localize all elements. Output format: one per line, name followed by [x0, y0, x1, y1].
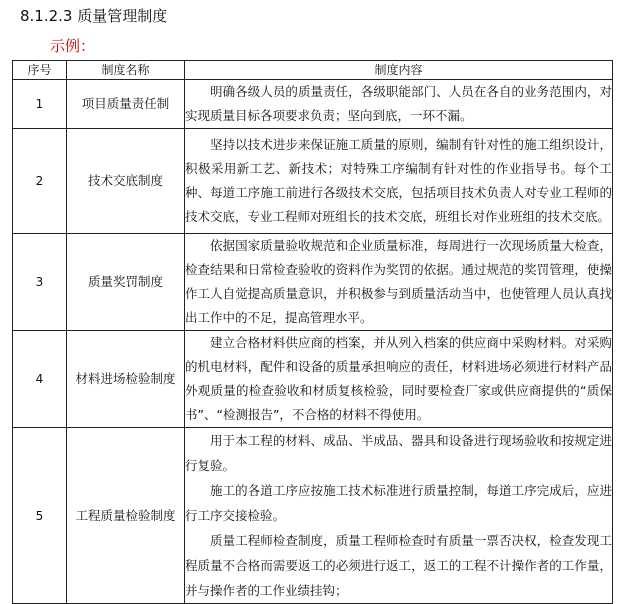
row-number: 3 — [13, 234, 67, 331]
example-label: 示例： — [50, 37, 96, 55]
content-paragraph: 明确各级人员的质量责任，各级职能部门、人员在各自的业务范围内，对实现质量目标各项要求负责；坚向到底，一环不漏。 — [185, 84, 612, 123]
row-number: 1 — [13, 80, 67, 129]
row-number: 2 — [13, 129, 67, 234]
section-heading: 8.1.2.3 质量管理制度 — [20, 7, 168, 25]
header-name: 制度名称 — [67, 61, 185, 80]
table-row — [13, 129, 613, 234]
content-paragraph: 用于本工程的材料、成品、半成品、器具和设备进行现场验收和按规定进行复验。 — [185, 433, 612, 473]
system-name: 项目质量责任制 — [67, 80, 185, 129]
content-paragraph: 建立合格材料供应商的档案，并从列入档案的供应商中采购材料。对采购的机电材料，配件和设备的质量承担响应的责任，材料进场必须进行材料产品外观质量的检查验收和材质复核检验，同时要检查厂家或供应商提供的“质保书”、“检测报告”，不合格的材料不得使用。 — [185, 335, 612, 422]
table-row — [13, 80, 613, 129]
system-name: 质量奖罚制度 — [67, 234, 185, 331]
system-name: 材料进场检验制度 — [67, 331, 185, 428]
table-row — [13, 428, 613, 604]
table-row — [13, 331, 613, 428]
system-content — [185, 331, 613, 428]
header-content: 制度内容 — [185, 61, 613, 80]
content-paragraph: 依据国家质量验收规范和企业质量标准，每周进行一次现场质量大检查，检查结果和日常检查验收的资料作为奖罚的依据。通过规范的奖罚管理，使操作工人自觉提高质量意识，并积极参与到质量活动当中，也使管理人员认真找出工作中的不足，提高管理水平。 — [185, 238, 612, 325]
system-name: 工程质量检验制度 — [67, 428, 185, 604]
system-content — [185, 234, 613, 331]
table-row — [13, 234, 613, 331]
table-header-row — [13, 61, 613, 80]
quality-rules-table — [12, 60, 613, 604]
row-number: 5 — [13, 428, 67, 604]
content-paragraph: 质量工程师检查制度，质量工程师检查时有质量一票否决权，检查发现工程质量不合格而需要返工的必须进行返工，返工的工程不计操作者的工作量，并与操作者的工作业绩挂钩； — [185, 533, 612, 598]
content-paragraph: 坚持以技术进步来保证施工质量的原则，编制有针对性的施工组织设计，积极采用新工艺、新技术；对特殊工序编制有针对性的作业指导书。每个工种、每道工序施工前进行各级技术交底，包括项目技术负责人对专业工程师的技术交底，专业工程师对班组长的技术交底，班组长对作业班组的技术交底。 — [185, 137, 612, 224]
system-name: 技术交底制度 — [67, 129, 185, 234]
row-number: 4 — [13, 331, 67, 428]
system-content — [185, 129, 613, 234]
header-no: 序号 — [13, 61, 67, 80]
system-content — [185, 80, 613, 129]
content-paragraph: 施工的各道工序应按施工技术标准进行质量控制，每道工序完成后，应进行工序交接检验。 — [185, 483, 612, 523]
system-content — [185, 428, 613, 604]
